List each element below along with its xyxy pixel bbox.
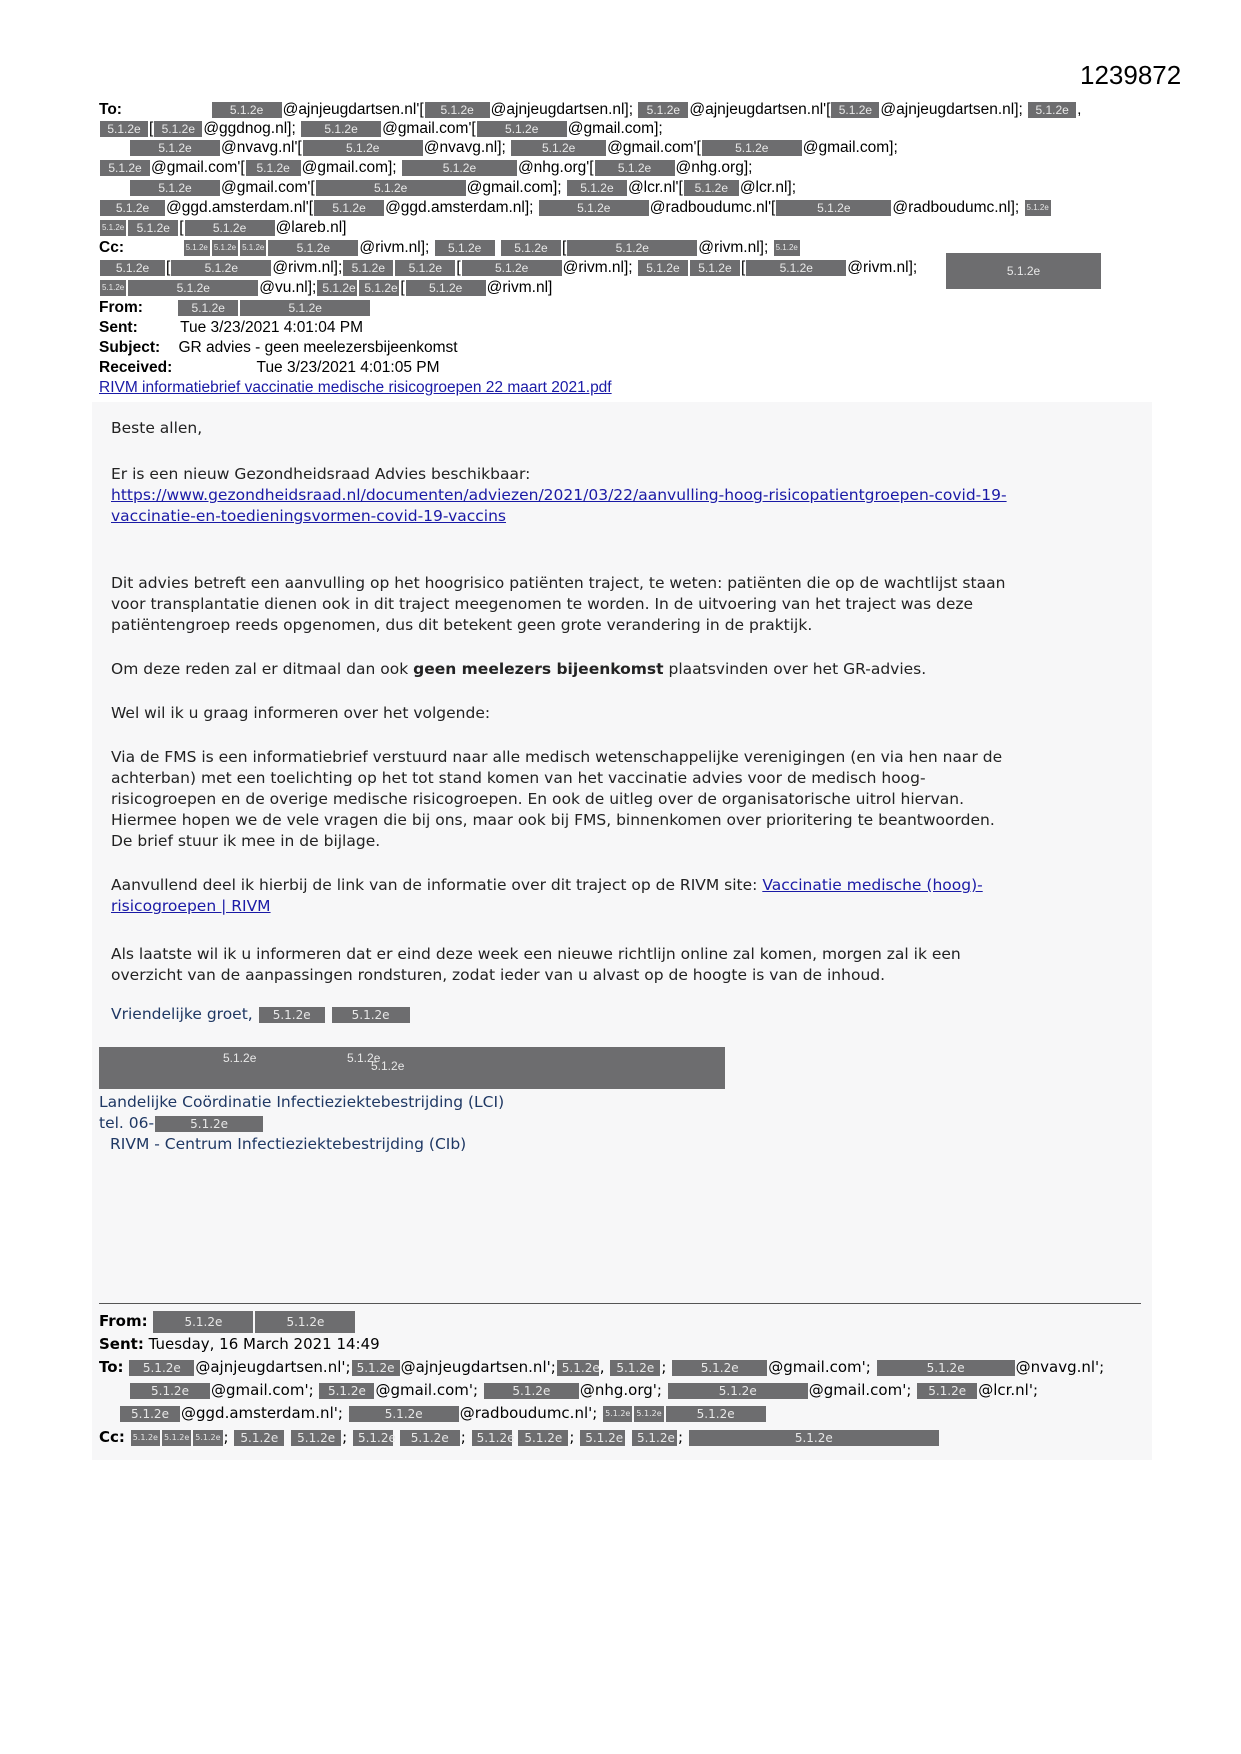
redaction: 5.1.2e: [690, 260, 740, 276]
redaction: 5.1.2e: [185, 220, 275, 236]
redaction: 5.1.2e: [666, 1406, 766, 1422]
redaction: 5.1.2e: [291, 1430, 341, 1446]
redaction: 5.1.2e: [303, 140, 423, 156]
redaction: 5.1.2e: [343, 260, 393, 276]
redaction: 5.1.2e: [603, 1406, 632, 1422]
paragraph-4: Wel wil ik u graag informeren over het volgende:: [111, 704, 491, 722]
redaction: 5.1.2e: [301, 121, 381, 137]
cc-line-3: 5.1.2e 5.1.2e @vu.nl]; 5.1.2e 5.1.2e [ 5.1.2e @rivm.nl]: [102, 279, 553, 296]
redaction: 5.1.2e: [100, 280, 126, 296]
cc-label: Cc:: [99, 239, 124, 256]
rivm-link[interactable]: Vaccinatie medische (hoog)-: [762, 876, 983, 894]
redaction: 5.1.2e: [689, 1430, 939, 1446]
redaction: 5.1.2e: [246, 160, 301, 176]
fwd-cc-line: Cc: 5.1.2e 5.1.2e 5.1.2e ; 5.1.2e 5.1.2e ; 5.1.2e 5.1.2e ; 5.1.2e 5.1.2e ; 5.1.2e 5.1.2e ; 5.1.2e: [99, 1426, 940, 1448]
redaction: 5.1.2e: [130, 140, 220, 156]
redaction: 5.1.2e: [234, 1430, 284, 1446]
redaction: 5.1.2e: [406, 280, 486, 296]
redaction: 5.1.2e: [567, 240, 697, 256]
redaction: 5.1.2e: [472, 1430, 512, 1446]
redaction: 5.1.2e: [567, 180, 627, 196]
redaction: 5.1.2e: [511, 140, 606, 156]
redaction: 5.1.2e: [774, 240, 800, 256]
subject-value: GR advies - geen meelezersbijeenkomst: [178, 339, 458, 356]
redaction: 5.1.2e: [595, 160, 675, 176]
redaction: 5.1.2e: [946, 253, 1101, 289]
redaction: 5.1.2e: [632, 1430, 677, 1446]
redaction: 5.1.2e: [193, 1430, 222, 1446]
redaction: 5.1.2e: [212, 102, 282, 118]
redaction: 5.1.2e: [316, 180, 466, 196]
received-label: Received:: [99, 359, 173, 376]
message-body: [92, 402, 1152, 1460]
redaction: 5.1.2e: [435, 240, 495, 256]
separator: [99, 1303, 1141, 1304]
paragraph-3: Om deze reden zal er ditmaal dan ook geen meelezers bijeenkomst plaatsvinden over het GR-advies.: [111, 660, 927, 678]
redaction: 5.1.2e: [259, 1007, 325, 1023]
redaction: 5.1.2e: [130, 1383, 210, 1399]
redaction: 5.1.2e: [402, 160, 517, 176]
closing: Vriendelijke groet, 5.1.2e 5.1.2e: [111, 1004, 1151, 1025]
to-line-3: 5.1.2e @nvavg.nl'[ 5.1.2e @nvavg.nl]; 5.1.2e @gmail.com'[ 5.1.2e @gmail.com];: [99, 138, 898, 157]
fwd-to-line-1: To: 5.1.2e @ajnjeugdartsen.nl'; 5.1.2e @ajnjeugdartsen.nl'; 5.1.2e, 5.1.2e ; 5.1.2e @gmail.com'; 5.1.2e @nvavg.nl';: [99, 1358, 1105, 1376]
redaction: 5.1.2e: [634, 1406, 663, 1422]
redaction: 5.1.2e: [518, 1430, 568, 1446]
fwd-sent-line: Sent: Tuesday, 16 March 2021 14:49: [99, 1335, 380, 1353]
redaction: 5.1.2e: [1028, 102, 1076, 118]
redaction: 5.1.2e: [128, 280, 258, 296]
redaction: 5.1.2e: [153, 1311, 253, 1333]
redaction: 5.1.2e: [255, 1311, 355, 1333]
subject-line: [99, 338, 458, 357]
redaction: 5.1.2e: [178, 300, 238, 316]
redaction: 5.1.2e: [100, 260, 165, 276]
redaction: 5.1.2e: [130, 180, 220, 196]
redaction: 5.1.2e: [128, 220, 178, 236]
received-value: Tue 3/23/2021 4:01:05 PM: [256, 359, 440, 376]
greeting: Beste allen,: [111, 419, 203, 437]
redaction: 5.1.2e: [477, 121, 567, 137]
redaction: 5.1.2e: [154, 121, 202, 137]
redaction: 5.1.2e: [425, 102, 490, 118]
redaction: 5.1.2e: [120, 1406, 180, 1422]
redaction: 5.1.2e: [349, 1406, 459, 1422]
redaction: 5.1.2e: [539, 200, 649, 216]
to-line-4: 5.1.2e @gmail.com'[ 5.1.2e @gmail.com]; 5.1.2e @nhg.org'[ 5.1.2e @nhg.org];: [99, 158, 752, 177]
paragraph-6: Aanvullend deel ik hierbij de link van de informatie over dit traject op de RIVM site: Vaccinatie medische (hoog)- risicogroepen | RIVM: [111, 876, 983, 915]
redaction: 5.1.2e: [917, 1383, 977, 1399]
fwd-to-line-3: 5.1.2e @ggd.amsterdam.nl'; 5.1.2e @radboudumc.nl'; 5.1.2e 5.1.2e 5.1.2e: [99, 1402, 767, 1424]
rivm-link-cont[interactable]: risicogroepen | RIVM: [111, 897, 271, 915]
cc-line-2: 5.1.2e [ 5.1.2e @rivm.nl]; 5.1.2e 5.1.2e [ 5.1.2e @rivm.nl]; 5.1.2e 5.1.2e [ 5.1.2e @rivm.nl];: [99, 258, 917, 277]
redaction: 5.1.2e: [668, 1383, 808, 1399]
redaction: 5.1.2e: [359, 280, 399, 296]
redaction: 5.1.2e: [672, 1360, 767, 1376]
signature-block: Landelijke Coördinatie Infectieziektebestrijding (LCI) tel. 06- 5.1.2e RIVM - Centrum Infectieziektebestrijding (CIb): [99, 1093, 505, 1153]
redaction: 5.1.2e: [100, 160, 150, 176]
to-label: To:: [99, 101, 122, 118]
redaction: 5.1.2e: [1025, 200, 1051, 216]
redaction: 5.1.2e: [100, 200, 165, 216]
document-number: 1239872: [1080, 60, 1182, 90]
redaction: 5.1.2e: [319, 1383, 374, 1399]
paragraph-7: Als laatste wil ik u informeren dat er eind deze week een nieuwe richtlijn online zal komen, morgen zal ik een overzicht van de aanpassingen rondsturen, zodat ieder van u alvast op de hoogte is van de inhoud.: [111, 945, 961, 984]
redaction: 5.1.2e: [580, 1430, 625, 1446]
redaction: 5.1.2e: [352, 1360, 400, 1376]
redaction: 5.1.2e: [400, 1430, 460, 1446]
redaction: 5.1.2e: [746, 260, 846, 276]
fwd-to-line-2: 5.1.2e @gmail.com'; 5.1.2e @gmail.com'; 5.1.2e @nhg.org'; 5.1.2e @gmail.com'; 5.1.2e @lcr.nl';: [99, 1379, 1038, 1401]
redaction: 5.1.2e: [162, 1430, 191, 1446]
sent-label: Sent:: [99, 319, 138, 336]
redaction: 5.1.2e: [332, 1007, 410, 1023]
redaction: 5.1.2e: [184, 240, 210, 256]
redaction: 5.1.2e: [610, 1360, 660, 1376]
to-line-6: 5.1.2e @ggd.amsterdam.nl'[ 5.1.2e @ggd.amsterdam.nl]; 5.1.2e @radboudumc.nl'[ 5.1.2e @radboudumc.nl]; 5.1.2e: [99, 198, 1052, 217]
redaction: 5.1.2e: [638, 260, 688, 276]
paragraph-5: Via de FMS is een informatiebrief verstuurd naar alle medisch wetenschappelijke verenigingen (en via hen naar de achterban) met een toelichting op het tot stand komen van het vaccinatie advies voor de medisch hoog- risicogroepen en de overige medische risicogroepen. En ook de uitleg over de organisatorische uitrol hiervan. Hiermee hopen we de vele vragen die bij ons, maar ook bij FMS, binnenkomen over prioritering te beantwoorden. De brief stuur ik mee in de bijlage.: [111, 748, 1003, 850]
redaction: 5.1.2e: [212, 240, 238, 256]
from-line: [99, 298, 371, 317]
to-line-5: 5.1.2e @gmail.com'[ 5.1.2e @gmail.com]; 5.1.2e @lcr.nl'[ 5.1.2e @lcr.nl];: [99, 178, 796, 197]
redaction: 5.1.2e: [131, 1430, 160, 1446]
redaction: 5.1.2e: [100, 121, 148, 137]
redaction: 5.1.2e: [684, 180, 739, 196]
fwd-from-line: From: 5.1.2e 5.1.2e: [99, 1310, 356, 1333]
redaction: 5.1.2e: [314, 200, 384, 216]
redaction: 5.1.2e: [353, 1430, 393, 1446]
cc-line-1: Cc: 5.1.2e 5.1.2e 5.1.2e 5.1.2e @rivm.nl]; 5.1.2e 5.1.2e [ 5.1.2e @rivm.nl]; 5.1.2e: [99, 239, 798, 256]
redaction: 5.1.2e: [776, 200, 891, 216]
advies-url[interactable]: https://www.gezondheidsraad.nl/documenten/adviezen/2021/03/22/aanvulling-hoog-risicopatientgroepen-covid-19- vaccinatie-en-toedieningsvormen-covid-19-vaccins: [111, 486, 1007, 525]
redaction: 5.1.2e: [317, 280, 357, 296]
paragraph-2: Dit advies betreft een aanvulling op het hoogrisico patiënten traject, te weten: patiënten die op de wachtlijst staan voor transplantatie dienen ook in dit traject meegenomen te worden. In de uitvoering van het traject was deze patiëntengroep reeds opgenomen, dus dit betekent geen grote verandering in de praktijk.: [111, 574, 1006, 634]
redaction: 5.1.2e: [462, 260, 562, 276]
subject-label: Subject:: [99, 339, 161, 356]
to-line-2: 5.1.2e [ 5.1.2e @ggdnog.nl]; 5.1.2e @gmail.com'[ 5.1.2e @gmail.com];: [99, 119, 663, 138]
to-line-7: 5.1.2e 5.1.2e [ 5.1.2e @lareb.nl]: [102, 219, 347, 236]
redaction: 5.1.2e: [877, 1360, 1015, 1376]
redaction: 5.1.2e: [702, 140, 802, 156]
redaction: 5.1.2e: [484, 1383, 579, 1399]
sent-value: Tue 3/23/2021 4:01:04 PM: [180, 319, 364, 336]
redaction: 5.1.2e: [129, 1360, 194, 1376]
paragraph-1: Er is een nieuw Gezondheidsraad Advies beschikbaar: https://www.gezondheidsraad.nl/documenten/adviezen/2021/03/22/aanvulling-hoog-risicopatientgroepen-covid-19- vaccinatie-en-toedieningsvormen-covid-19-vaccins: [111, 464, 1151, 527]
redaction: 5.1.2e: [501, 240, 561, 256]
redaction: 5.1.2e: [395, 260, 455, 276]
redaction: 5.1.2e: [831, 102, 879, 118]
redaction: 5.1.2e: [557, 1360, 599, 1376]
to-line-1: To: 5.1.2e @ajnjeugdartsen.nl'[ 5.1.2e @ajnjeugdartsen.nl]; 5.1.2e @ajnjeugdartsen.nl'[ 5.1.2e @ajnjeugdartsen.nl]; 5.1.2e ,: [99, 101, 1082, 118]
signature-redaction: 5.1.2e 5.1.2e 5.1.2e: [99, 1047, 725, 1089]
sent-line: [99, 318, 363, 337]
redaction: 5.1.2e: [171, 260, 271, 276]
redaction: 5.1.2e: [155, 1116, 263, 1132]
redaction: 5.1.2e: [240, 240, 266, 256]
received-line: [99, 358, 440, 377]
redaction: 5.1.2e: [638, 102, 688, 118]
attachment-link[interactable]: RIVM informatiebrief vaccinatie medische risicogroepen 22 maart 2021.pdf: [99, 379, 612, 396]
redaction: 5.1.2e: [268, 240, 358, 256]
from-label: From:: [99, 299, 143, 316]
redaction: 5.1.2e: [100, 220, 126, 236]
redaction: 5.1.2e: [240, 300, 370, 316]
